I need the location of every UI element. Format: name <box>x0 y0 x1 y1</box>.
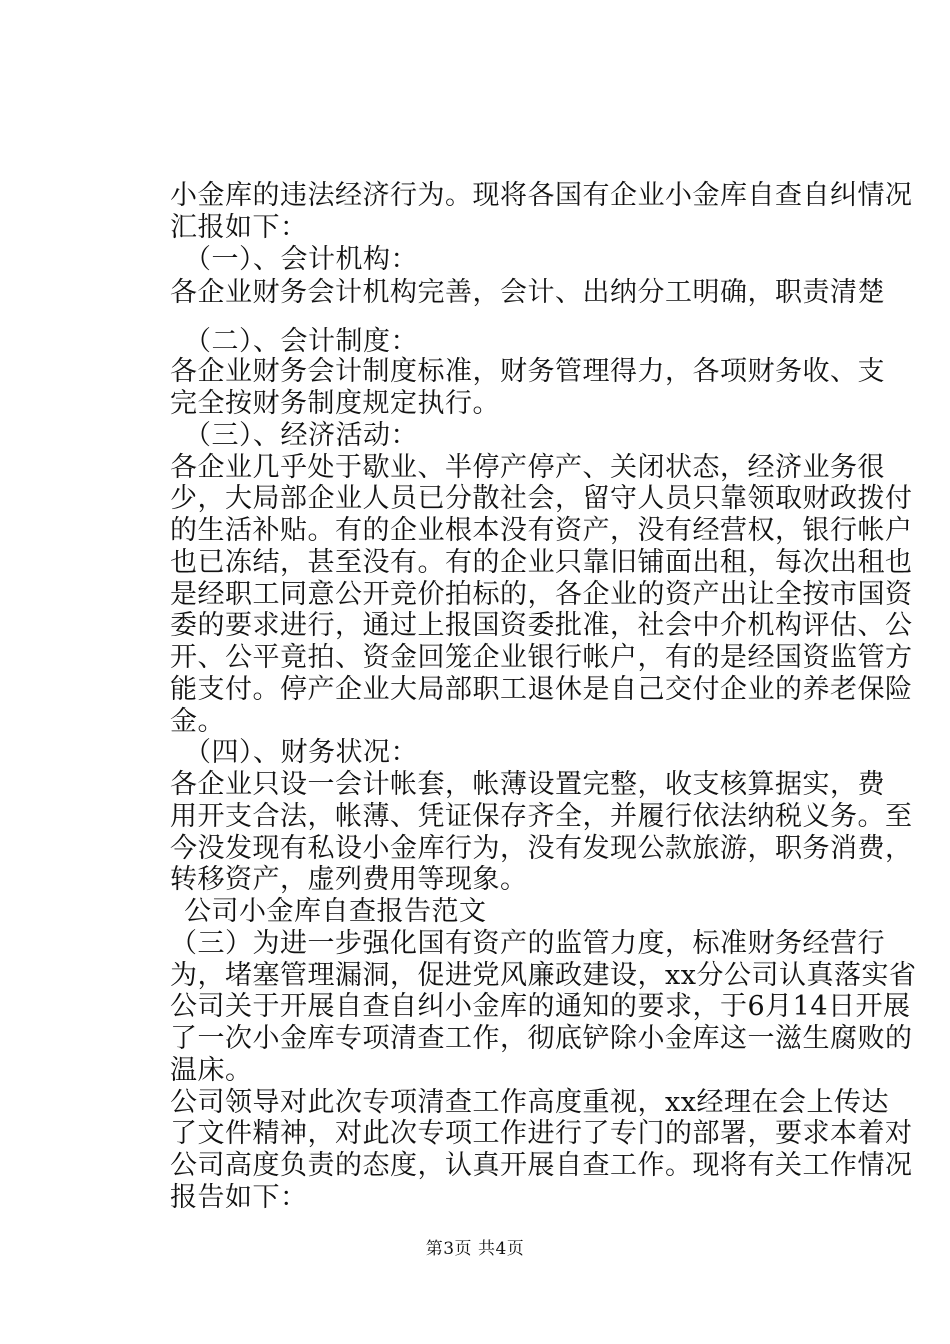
body-line: 金。 <box>170 706 225 737</box>
subtitle: 公司小金库自查报告范文 <box>184 896 487 927</box>
body-line: 为，堵塞管理漏洞，促进党风廉政建设，xx分公司认真落实省 <box>170 960 917 991</box>
body-line: 也已冻结，甚至没有。有的企业只靠旧铺面出租，每次出租也 <box>170 547 913 578</box>
body-line: 开、公平竟拍、资金回笼企业银行帐户，有的是经国资监管方 <box>170 642 913 673</box>
body-line: （三）为进一步强化国有资产的监管力度，标准财务经营行 <box>170 928 885 959</box>
body-line: 温床。 <box>170 1055 253 1086</box>
body-line: 今没发现有私设小金库行为，没有发现公款旅游，职务消费， <box>170 833 913 864</box>
body-line: 的生活补贴。有的企业根本没有资产，没有经营权，银行帐户 <box>170 515 913 546</box>
body-line: 完全按财务制度规定执行。 <box>170 388 500 419</box>
section-heading: （二）、会计制度： <box>184 326 418 357</box>
body-line: 小金库的违法经济行为。现将各国有企业小金库自查自纠情况 <box>170 180 913 211</box>
body-line: 用开支合法，帐薄、凭证保存齐全，并履行依法纳税义务。至 <box>170 801 913 832</box>
page-footer: 第3页 共4页 <box>425 1239 525 1259</box>
body-line: 是经职工同意公开竞价拍标的，各企业的资产出让全按市国资 <box>170 579 913 610</box>
body-line: 各企业财务会计制度标准，财务管理得力，各项财务收、支 <box>170 356 885 387</box>
body-line: 少，大局部企业人员已分散社会，留守人员只靠领取财政拨付 <box>170 483 913 514</box>
body-line: 各企业财务会计机构完善，会计、出纳分工明确，职责清楚 <box>170 277 885 308</box>
body-line: 委的要求进行，通过上报国资委批准，社会中介机构评估、公 <box>170 610 913 641</box>
body-line: 各企业几乎处于歇业、半停产停产、关闭状态，经济业务很 <box>170 452 885 483</box>
body-line: 公司领导对此次专项清查工作高度重视，xx经理在会上传达 <box>170 1087 889 1118</box>
body-line: 了一次小金库专项清查工作，彻底铲除小金库这一滋生腐败的 <box>170 1023 913 1054</box>
body-line: 汇报如下： <box>170 212 308 243</box>
body-line: 转移资产，虚列费用等现象。 <box>170 864 528 895</box>
section-heading: （四）、财务状况： <box>184 737 418 768</box>
body-line: 了文件精神，对此次专项工作进行了专门的部署，要求本着对 <box>170 1118 913 1149</box>
body-line: 公司高度负责的态度，认真开展自查工作。现将有关工作情况 <box>170 1150 913 1181</box>
body-line: 公司关于开展自查自纠小金库的通知的要求，于6月14日开展 <box>170 991 911 1022</box>
body-line: 各企业只设一会计帐套，帐薄设置完整，收支核算据实，费 <box>170 769 885 800</box>
section-heading: （三）、经济活动： <box>184 420 418 451</box>
body-line: 能支付。停产企业大局部职工退休是自己交付企业的养老保险 <box>170 674 913 705</box>
body-line: 报告如下： <box>170 1182 308 1213</box>
section-heading: （一）、会计机构： <box>184 244 418 275</box>
